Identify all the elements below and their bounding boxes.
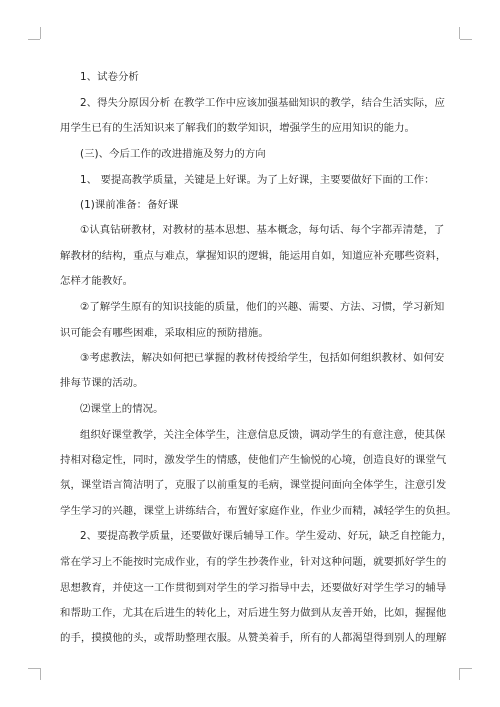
paragraph-line: 组织好课堂教学，关注全体学生，注意信息反馈，调动学生的有意注意，使其保 [80,429,446,441]
crop-mark-bottom-right-vertical [459,668,460,680]
crop-mark-bottom-left-vertical [40,668,41,680]
paragraph-line: 氛，课堂语言简洁明了，克服了以前重复的毛病，课堂提问面向全体学生，注意引发 [60,479,447,491]
paragraph-line: 解教材的结构，重点与难点，掌握知识的逻辑，能运用自如，知道应补充哪些资料， [60,250,447,262]
paragraph-line: 2、要提高教学质量，还要做好课后辅导工作。学生爱动、好玩，缺乏自控能力， [80,530,453,542]
heading-exam-analysis: 1、试卷分析 [80,71,139,83]
crop-mark-bottom-right-horizontal [460,668,472,669]
paragraph-line: 排每节课的活动。 [60,377,144,389]
paragraph-line: ①认真钻研教材，对教材的基本思想、基本概念，每句话、每个字都弄清楚，了 [80,224,445,236]
paragraph-line: ③考虑教法，解决如何把已掌握的教材传授给学生，包括如何组织教材、如何安 [80,352,445,364]
paragraph-line: 1、 要提高教学质量，关键是上好课。为了上好课，主要要做好下面的工作： [80,174,435,186]
paragraph-line: 怎样才能教好。 [60,275,134,287]
paragraph-line: 和帮助工作，尤其在后进生的转化上，对后进生努力做到从友善开始，比如，握握他 [60,607,447,619]
paragraph-line: 的手，摸摸他的头，或帮助整理衣服。从赞美着手，所有的人都渴望得到别人的理解 [60,632,447,644]
subheading-classroom: ⑵课堂上的情况。 [80,403,164,415]
crop-mark-bottom-left-horizontal [28,668,40,669]
crop-mark-top-right-horizontal [460,39,472,40]
crop-mark-top-right-vertical [459,27,460,39]
paragraph-line: 学生学习的兴趣，课堂上讲练结合，布置好家庭作业，作业少而精，减轻学生的负担。 [60,505,457,517]
crop-mark-top-left-vertical [40,27,41,39]
paragraph-line: ②了解学生原有的知识技能的质量，他们的兴趣、需要、方法、习惯，学习新知 [80,301,445,313]
paragraph-line: 常在学习上不能按时完成作业，有的学生抄袭作业，针对这种问题，就要抓好学生的 [60,556,447,568]
paragraph-line: 思想教育，并使这一工作贯彻到对学生的学习指导中去，还要做好对学生学习的辅导 [60,582,447,594]
paragraph-line: 持相对稳定性，同时，激发学生的情感，使他们产生愉悦的心境，创造良好的课堂气 [60,454,447,466]
paragraph-line: 用学生已有的生活知识来了解我们的数学知识，增强学生的应用知识的能力。 [60,122,415,134]
crop-mark-top-left-horizontal [28,39,40,40]
paragraph-line: 识可能会有哪些困难，采取相应的预防措施。 [60,327,269,339]
subheading-lesson-prep: (1)课前准备：备好课 [80,199,179,211]
paragraph-line: 2、得失分原因分析 在教学工作中应该加强基础知识的教学，结合生活实际，应 [80,97,445,109]
section-heading: (三)、今后工作的改进措施及努力的方向 [80,148,266,160]
